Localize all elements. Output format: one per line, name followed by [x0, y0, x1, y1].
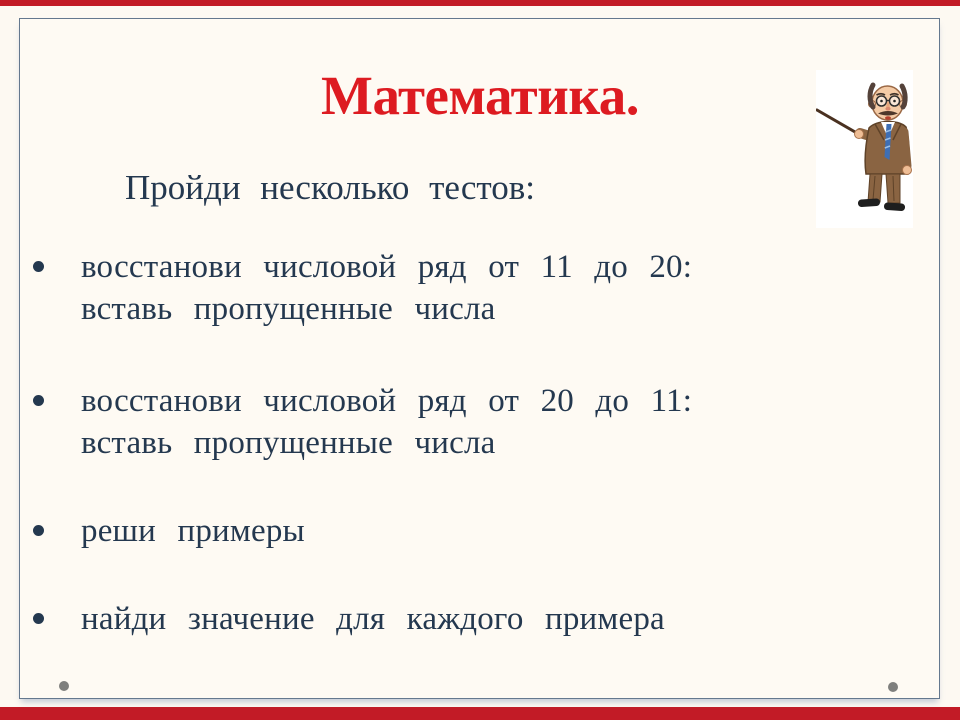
- bullet-dot-icon: [33, 613, 44, 624]
- bullet-line: вставь пропущенные числа: [81, 425, 496, 461]
- bullet-text: [81, 380, 800, 464]
- bottom-red-accent-bar: [0, 707, 960, 720]
- slide-title: Математика.: [321, 65, 639, 126]
- bullet-text: [81, 598, 800, 640]
- teacher-with-pointer-icon: [816, 70, 913, 228]
- bullet-line: вставь пропущенные числа: [81, 291, 496, 327]
- slide-subtitle: Пройди несколько тестов:: [125, 168, 535, 207]
- bullet-dot-icon: [33, 261, 44, 272]
- bullet-text: [81, 246, 800, 330]
- corner-rivet-dot: [888, 682, 898, 692]
- corner-rivet-dot: [59, 681, 69, 691]
- bullet-item: [30, 598, 800, 640]
- bullet-line: реши примеры: [81, 513, 305, 549]
- bullet-line: восстанови числовой ряд от 11 до 20:: [81, 249, 693, 285]
- bullet-line: найди значение для каждого примера: [81, 601, 665, 637]
- top-red-accent-bar: [0, 0, 960, 6]
- bullet-dot-icon: [33, 395, 44, 406]
- bullet-line: восстанови числовой ряд от 20 до 11:: [81, 383, 693, 419]
- bullet-item: [30, 246, 800, 330]
- teacher-clipart: [816, 70, 913, 228]
- bullet-dot-icon: [33, 525, 44, 536]
- bullet-item: [30, 510, 800, 552]
- bullet-item: [30, 380, 800, 464]
- bullet-text: [81, 510, 800, 552]
